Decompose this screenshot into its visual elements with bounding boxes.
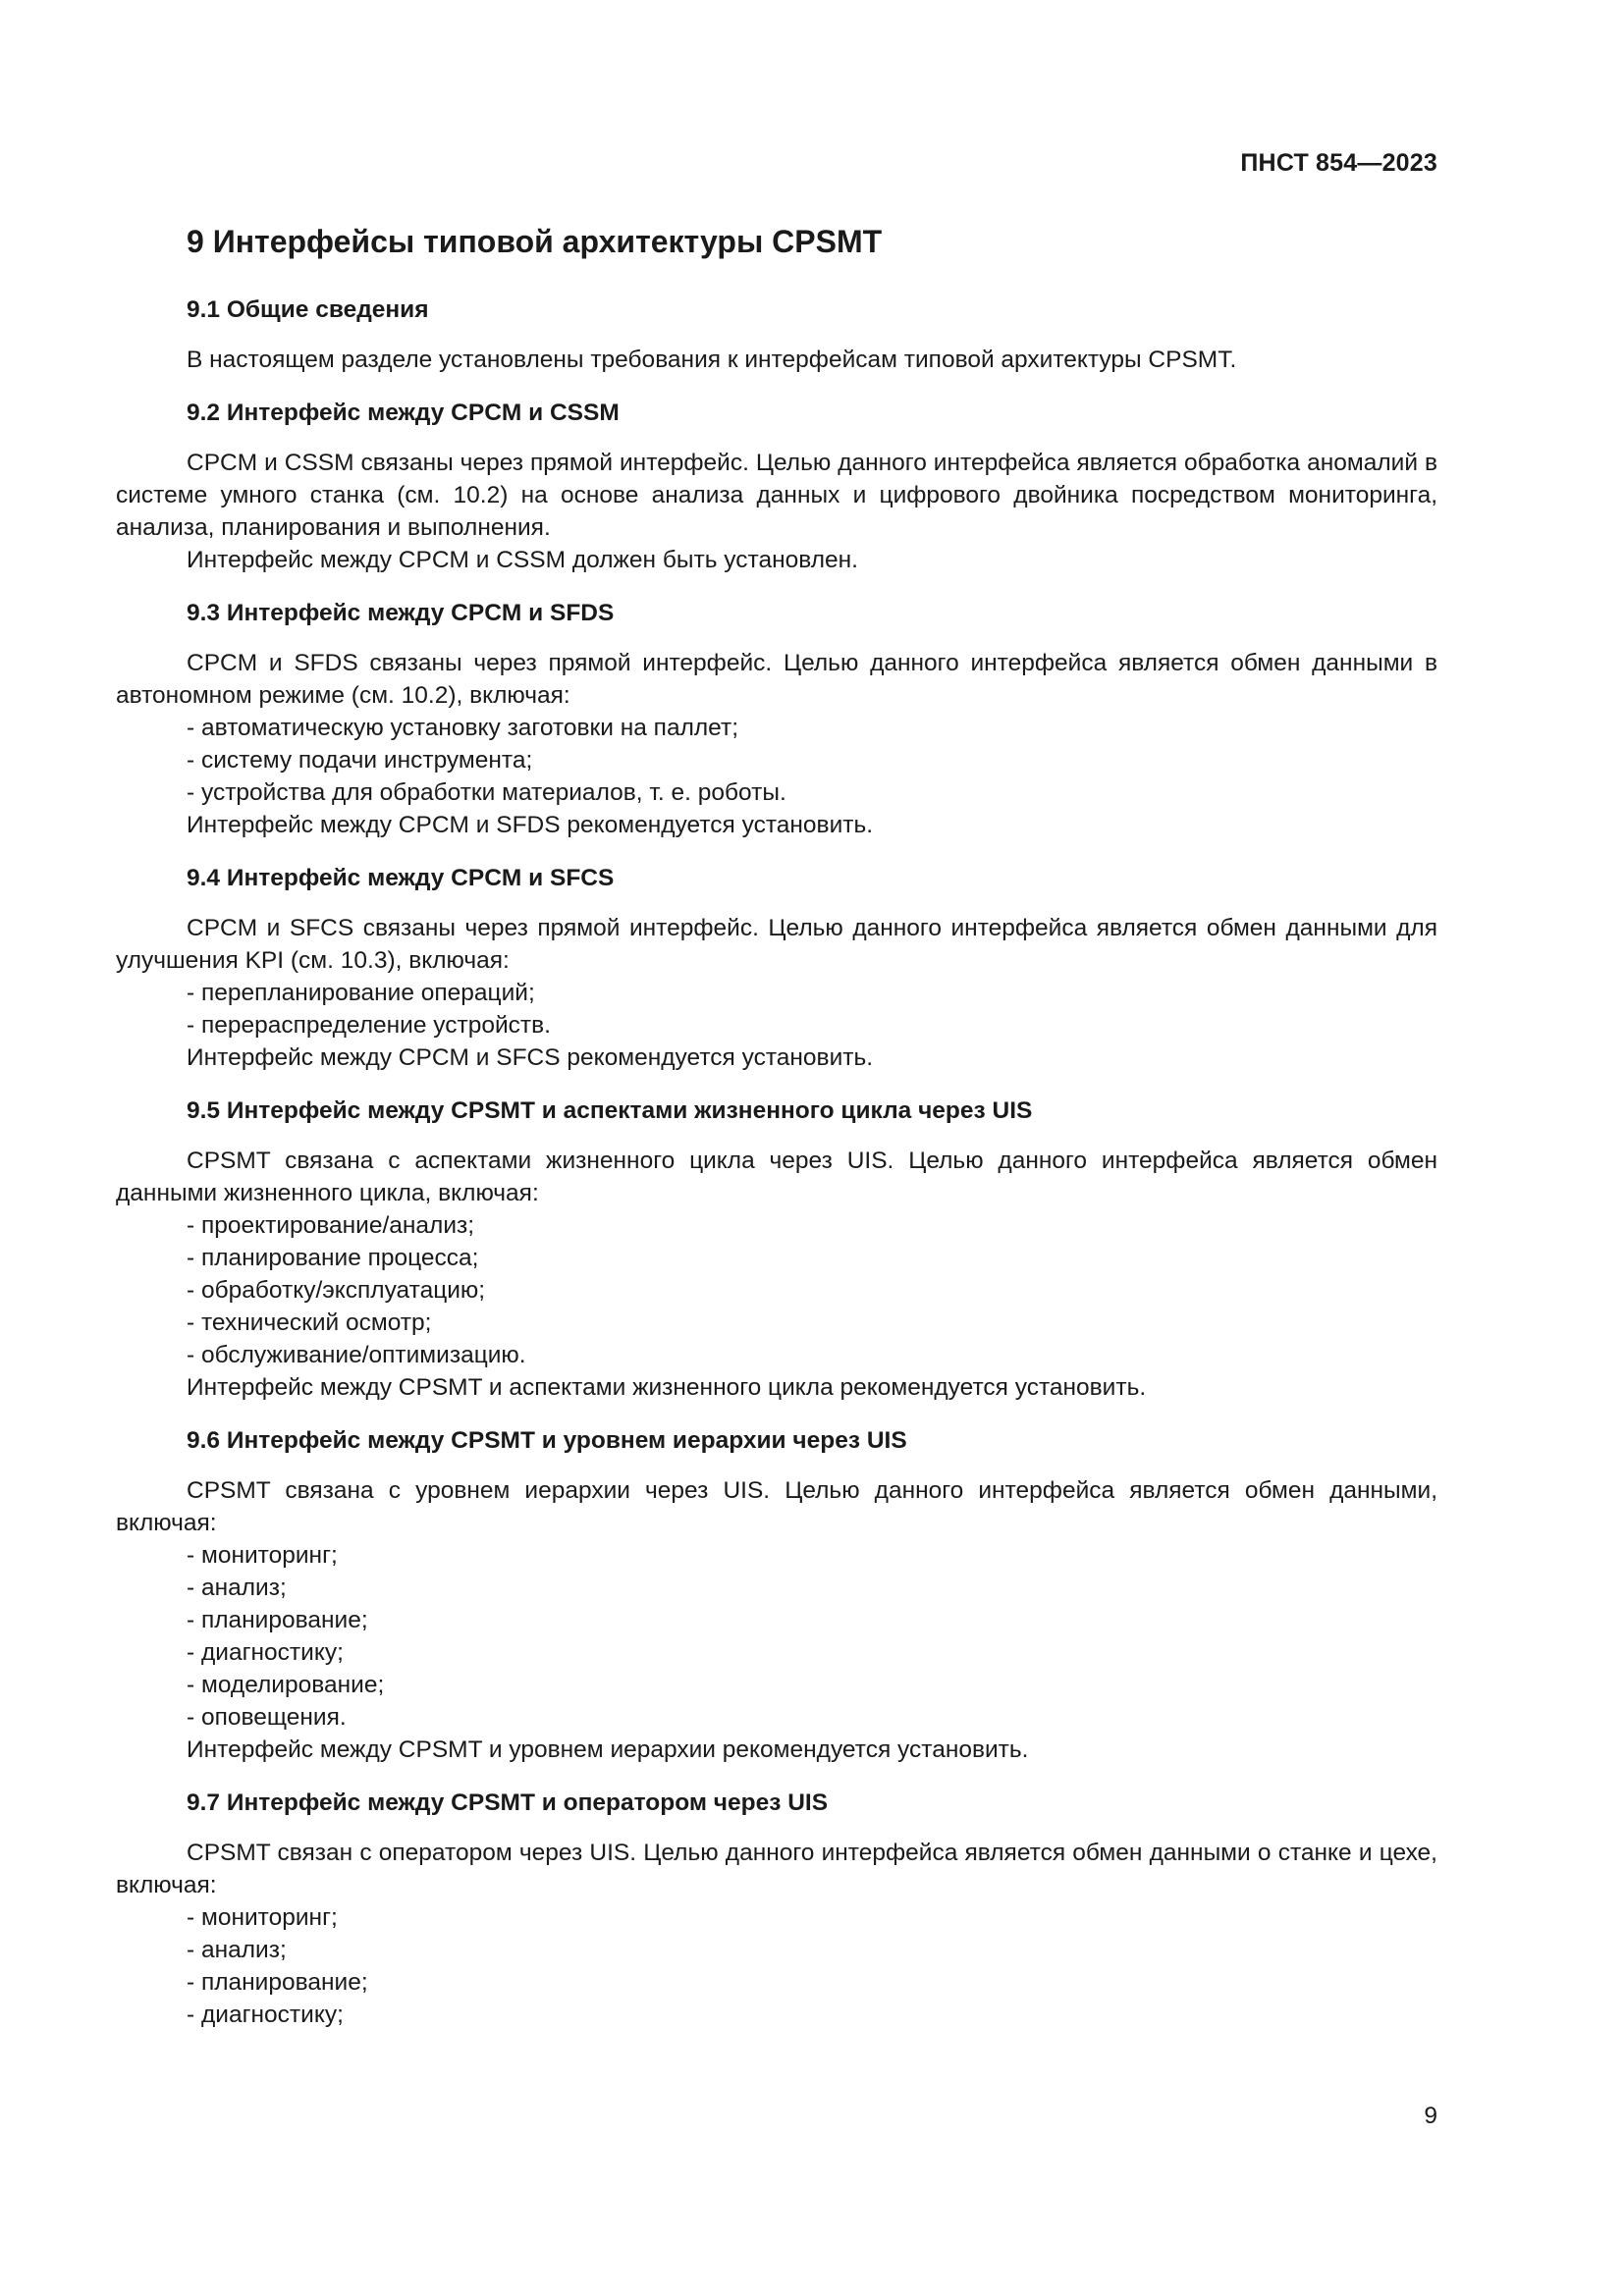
section-9-6 <box>116 1425 1437 1766</box>
list-item: - автоматическую установку заготовки на паллет; <box>187 712 1437 744</box>
list-item: - анализ; <box>187 1572 1437 1604</box>
list-item: - систему подачи инструмента; <box>187 744 1437 776</box>
bullet-list <box>116 712 1437 809</box>
list-item: - оповещения. <box>187 1701 1437 1734</box>
section-paragraph: CPCM и SFCS связаны через прямой интерфейс. Целью данного интерфейса является обмен данными для улучшения KPI (см. 10.3), включая: <box>116 915 1437 974</box>
section-paragraph: CPSMT связана с уровнем иерархии через UIS. Целью данного интерфейса является обмен данными, включая: <box>116 1477 1437 1536</box>
list-item: - обслуживание/оптимизацию. <box>187 1339 1437 1371</box>
list-item: - моделирование; <box>187 1669 1437 1701</box>
section-paragraph: CPSMT связан с оператором через UIS. Целью данного интерфейса является обмен данными о станке и цехе, включая: <box>116 1840 1437 1898</box>
section-closing: Интерфейс между CPSMT и аспектами жизненного цикла рекомендуется установить. <box>187 1374 1147 1401</box>
list-item: - перераспределение устройств. <box>187 1009 1437 1041</box>
list-item: - перепланирование операций; <box>187 977 1437 1009</box>
section-closing: Интерфейс между CPCM и SFCS рекомендуется установить. <box>187 1044 874 1071</box>
section-9-2 <box>116 398 1437 576</box>
section-9-3 <box>116 598 1437 841</box>
section-title: 9 Интерфейсы типовой архитектуры CPSMT <box>187 224 883 259</box>
section-heading: 9.2 Интерфейс между CPCM и CSSM <box>187 400 620 426</box>
section-9-5 <box>116 1095 1437 1404</box>
list-item: - технический осмотр; <box>187 1307 1437 1339</box>
page-number: 9 <box>1424 2103 1437 2129</box>
list-item: - диагностику; <box>187 1999 1437 2031</box>
bullet-list <box>116 977 1437 1041</box>
list-item: - планирование; <box>187 1966 1437 1999</box>
section-paragraph: В настоящем разделе установлены требования к интерфейсам типовой архитектуры CPSMT. <box>187 347 1237 373</box>
list-item: - планирование процесса; <box>187 1242 1437 1274</box>
list-item: - обработку/эксплуатацию; <box>187 1274 1437 1307</box>
section-9-7 <box>116 1788 1437 2031</box>
list-item: - проектирование/анализ; <box>187 1209 1437 1242</box>
section-paragraph: CPSMT связана с аспектами жизненного цикла через UIS. Целью данного интерфейса является обмен данными жизненного цикла, включая: <box>116 1148 1437 1206</box>
page-content <box>116 222 1437 2053</box>
section-9-4 <box>116 863 1437 1074</box>
bullet-list <box>116 1901 1437 2031</box>
section-closing: Интерфейс между CPSMT и уровнем иерархии рекомендуется установить. <box>187 1736 1029 1763</box>
section-heading: 9.1 Общие сведения <box>187 296 429 323</box>
section-heading: 9.5 Интерфейс между CPSMT и аспектами жизненного цикла через UIS <box>187 1097 1033 1124</box>
list-item: - анализ; <box>187 1934 1437 1966</box>
bullet-list <box>116 1209 1437 1371</box>
list-item: - мониторинг; <box>187 1901 1437 1934</box>
list-item: - устройства для обработки материалов, т. е. роботы. <box>187 776 1437 809</box>
section-closing: Интерфейс между CPCM и CSSM должен быть установлен. <box>187 547 858 573</box>
bullet-list <box>116 1539 1437 1734</box>
list-item: - мониторинг; <box>187 1539 1437 1572</box>
list-item: - планирование; <box>187 1604 1437 1636</box>
section-paragraph: CPCM и CSSM связаны через прямой интерфейс. Целью данного интерфейса является обработка аномалий в системе умного станка (см. 10.2) на основе анализа данных и цифрового двойника посредством мониторинга, анализа, планирования и выполнения. <box>116 450 1437 541</box>
section-heading: 9.6 Интерфейс между CPSMT и уровнем иерархии через UIS <box>187 1427 907 1454</box>
section-heading: 9.7 Интерфейс между CPSMT и оператором через UIS <box>187 1789 829 1816</box>
section-heading: 9.3 Интерфейс между CPCM и SFDS <box>187 600 615 626</box>
section-9-1 <box>116 294 1437 376</box>
section-closing: Интерфейс между CPCM и SFDS рекомендуется установить. <box>187 812 874 838</box>
section-paragraph: CPCM и SFDS связаны через прямой интерфейс. Целью данного интерфейса является обмен данными в автономном режиме (см. 10.2), включая: <box>116 650 1437 709</box>
list-item: - диагностику; <box>187 1636 1437 1669</box>
section-heading: 9.4 Интерфейс между CPCM и SFCS <box>187 865 615 891</box>
document-code: ПНСТ 854—2023 <box>1240 149 1437 177</box>
